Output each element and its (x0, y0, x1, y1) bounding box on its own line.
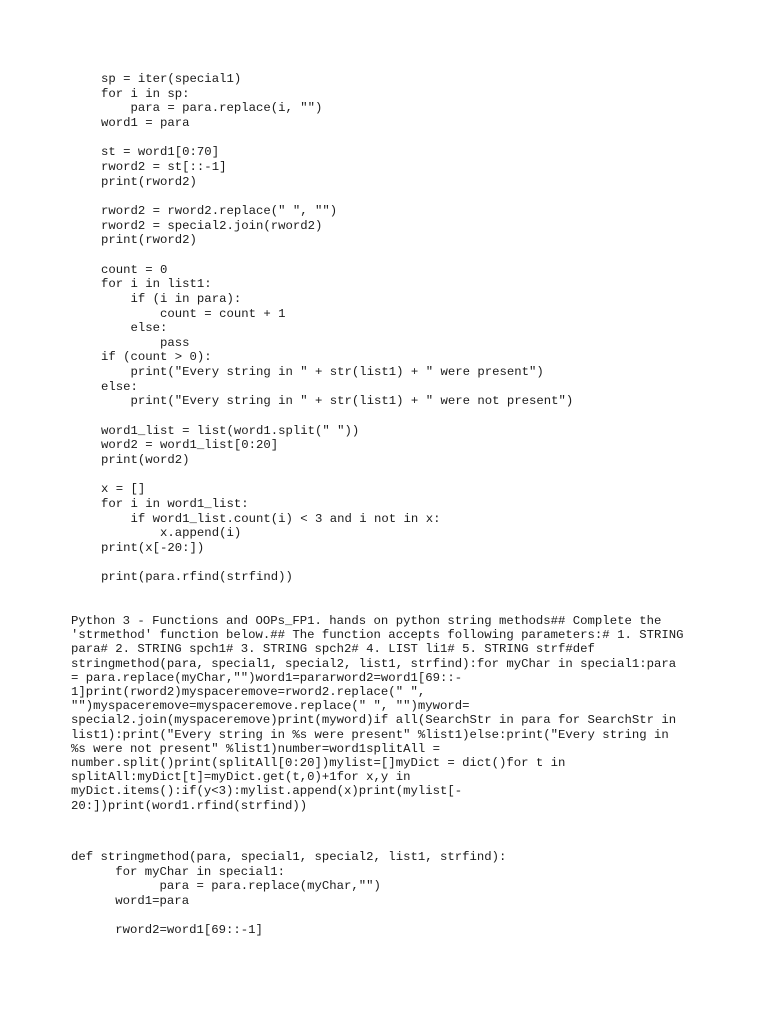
code-block-2: def stringmethod(para, special1, special2, list1, strfind): for myChar in special1: para = para.replace(myChar,"") word1=para rword2=word1[69::-1] (71, 850, 507, 938)
code-block-1: sp = iter(special1) for i in sp: para = para.replace(i, "") word1 = para st = word1[0:70] rword2 = st[::-1] print(rword2) rword2 = rword2.replace(" ", "") rword2 = special2.join(rword2) print(rword2) count = 0 for i in list1: if (i in para): count = count + 1 else: pass if (count > 0): print("Every string in " + str(list1) + " were present") else: print("Every string in " + str(list1) + " were not present") word1_list = list(word1.split(" ")) word2 = word1_list[0:20] print(word2) x = [] for i in word1_list: if word1_list.count(i) < 3 and i not in x: x.append(i) print(x[-20:]) print(para.rfind(strfind)) (101, 72, 574, 585)
description-paragraph: Python 3 - Functions and OOPs_FP1. hands on python string methods## Complete the 'strmethod' function below.## The function accepts following parameters:# 1. STRING para# 2. STRING spch1# 3. STRING spch2# 4. LIST li1# 5. STRING strf#def stringmethod(para, special1, special2, list1, strfind):for myChar in special1:para = para.replace(myChar,"")word1=pararword2=word1[69::- 1]print(rword2)myspaceremove=rword2.replace(" ", "")myspaceremove=myspaceremove.replace(" ", "")myword= special2.join(myspaceremove)print(myword)if all(SearchStr in para for SearchStr in list1):print("Every string in %s were present" %list1)else:print("Every string in %s were not present" %list1)number=word1splitAll = number.split()print(splitAll[0:20])mylist=[]myDict = dict()for t in splitAll:myDict[t]=myDict.get(t,0)+1for x,y in myDict.items():if(y<3):mylist.append(x)print(mylist[- 20:])print(word1.rfind(strfind)) (71, 614, 684, 813)
